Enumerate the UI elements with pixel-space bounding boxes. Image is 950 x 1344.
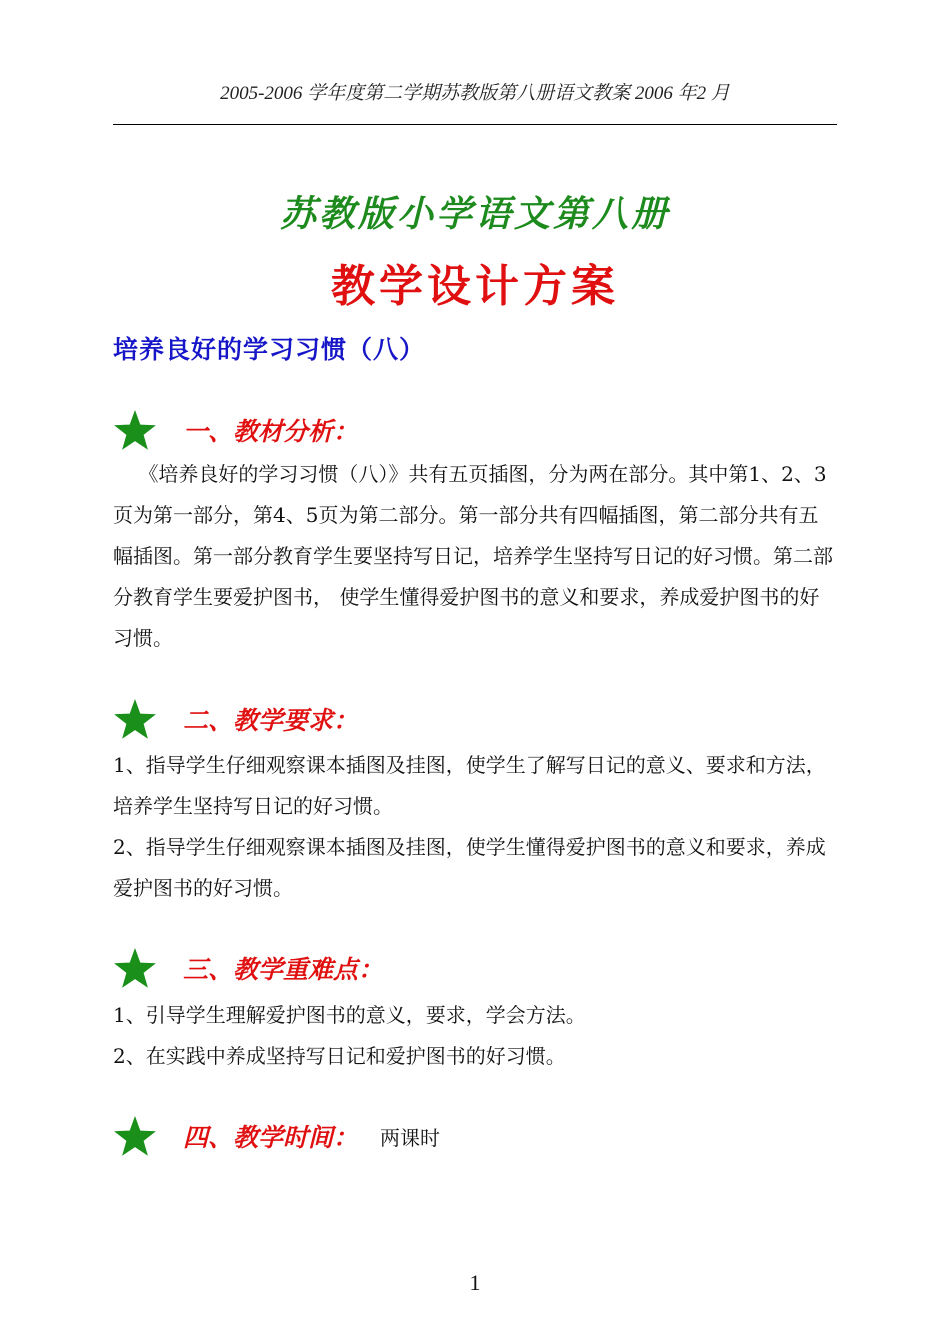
document-title: 苏教版小学语文第八册 [279,194,670,235]
paragraph: 2、指导学生仔细观察课本插图及挂图，使学生懂得爱护图书的意义和要求，养成爱护图书的好习惯。 [113,835,826,900]
section-heading-2 [113,697,358,741]
star-icon [113,408,157,452]
star-icon [113,1114,157,1158]
section-heading-1 [113,408,358,452]
section-title: 三、教学重难点： [183,955,384,984]
section-heading-3 [113,946,383,990]
section-title: 一、教材分析： [183,417,359,446]
section-body-1 [113,454,837,659]
paragraph: 2、在实践中养成坚持写日记和爱护图书的好习惯。 [113,1044,566,1068]
paragraph: 1、指导学生仔细观察课本插图及挂图，使学生了解写日记的意义、要求和方法，培养学生坚持写日记的好习惯。 [113,753,826,818]
section-body-2 [113,745,837,909]
star-icon [113,946,157,990]
section-title: 四、教学时间： [183,1123,359,1152]
lesson-title: 培养良好的学习习惯（八） [113,335,426,364]
star-icon [113,697,157,741]
teaching-time-value: 两课时 [380,1125,441,1150]
header-rule [113,124,837,125]
section-heading-4 [113,1114,440,1158]
section-body-3 [113,995,837,1077]
section-title: 二、教学要求： [183,706,359,735]
paragraph: 1、引导学生理解爱护图书的意义，要求，学会方法。 [113,1003,586,1027]
document-subtitle: 教学设计方案 [331,261,619,312]
page-number: 1 [469,1270,481,1295]
paragraph: 《培养良好的学习习惯（八）》共有五页插图，分为两在部分。其中第1、2、3页为第一部分，第4、5页为第二部分。第一部分共有四幅插图，第二部分共有五幅插图。第一部分教育学生要坚持写日记，培养学生坚持写日记的好习惯。第二部分教育学生要爱护图书， 使学生懂得爱护图书的意义和要求，养成爱护图书的好习惯。 [113,462,833,650]
running-header: 2005-2006 学年度第二学期苏教版第八册语文教案 2006 年2 月 [220,83,730,104]
